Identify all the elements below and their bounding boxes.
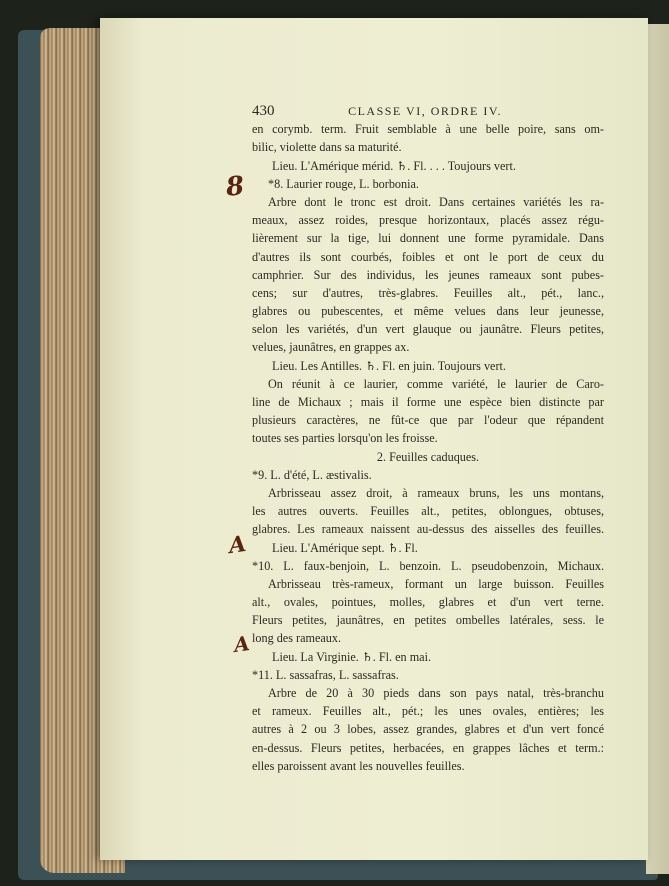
- text-line: cens; sur d'autres, très-glabres. Feuilles alt., pét., lanc.,: [252, 285, 604, 300]
- text-line: toutes ses parties lorsqu'on les froisse.: [252, 431, 438, 446]
- text-line: *10. L. faux-benjoin, L. benzoin. L. pseudobenzoin, Michaux.: [252, 558, 604, 573]
- text-line: *9. L. d'été, L. æstivalis.: [252, 467, 372, 482]
- text-line: les autres ouverts. Feuilles alt., petites, oblongues, obtuses,: [252, 504, 604, 519]
- text-line: line de Michaux ; mais il forme une espèce bien distincte par: [252, 395, 604, 409]
- text-line: velues, jaunâtres, en grappes ax.: [252, 340, 410, 355]
- text-line: camphrier. Sur des individus, les jeunes rameaux sont pubes-: [252, 267, 604, 282]
- text-line: en corymb. term. Fruit semblable à une belle poire, sans om-: [252, 122, 604, 137]
- text-line: et rameux. Feuilles alt., pét.; les unes ovales, entières; les: [252, 704, 604, 719]
- text-line: d'autres ils sont courbés, foibles et ont le port de ceux du: [252, 249, 604, 264]
- text-line: Lieu. Les Antilles. ♄. Fl. en juin. Toujours vert.: [272, 358, 506, 373]
- text-line: elles paroissent avant les nouvelles feuilles.: [252, 758, 465, 773]
- text-line: Arbre dont le tronc est droit. Dans certaines variétés les ra-: [268, 194, 604, 209]
- page-number: 430: [252, 103, 275, 119]
- margin-note-a1: A: [227, 530, 248, 560]
- text-line: Lieu. La Virginie. ♄. Fl. en mai.: [272, 649, 432, 664]
- text-line: Arbrisseau assez droit, à rameaux bruns, les uns montans,: [268, 485, 604, 500]
- text-line: meaux, assez roides, presque horizontaux, placés assez régu-: [252, 213, 604, 228]
- text-line: 2. Feuilles caduques.: [376, 449, 480, 464]
- text-line: Arbrisseau très-rameux, formant un large buisson. Feuilles: [268, 576, 604, 591]
- text-line: Lieu. L'Amérique mérid. ♄. Fl. . . . Toujours vert.: [272, 158, 516, 173]
- text-line: *11. L. sassafras, L. sassafras.: [252, 667, 399, 682]
- text-line: en-dessus. Fleurs petites, herbacées, en grappes lâches et term.:: [252, 740, 604, 755]
- margin-note-8: 8: [224, 171, 246, 203]
- text-line: long des rameaux.: [252, 631, 342, 646]
- text-line: glabres ou pubescentes, et même velues dans leur jeunesse,: [252, 304, 604, 319]
- text-line: On réunit à ce laurier, comme variété, le laurier de Caro-: [268, 376, 604, 391]
- text-line: lièrement sur la tige, lui donnent une forme pyramidale. Dans: [252, 231, 604, 246]
- text-line: bilic, violette dans sa maturité.: [252, 140, 402, 155]
- text-line: glabres. Les rameaux naissent au-dessus des aisselles des feuilles.: [252, 522, 604, 537]
- text-line: Arbre de 20 à 30 pieds dans son pays natal, très-branchu: [268, 686, 604, 700]
- text-line: Fleurs petites, jaunâtres, en petites ombelles latérales, sess. le: [252, 613, 604, 628]
- text-line: autres à 2 ou 3 lobes, assez grandes, glabres et d'un vert foncé: [252, 722, 604, 737]
- text-line: plusieurs caractères, ne fût-ce que par l'odeur que répandent: [252, 413, 604, 428]
- running-head: CLASSE VI, ORDRE IV.: [348, 104, 502, 118]
- next-page-edge: [646, 24, 669, 874]
- text-line: selon les variétés, d'un vert glauque ou jaunâtre. Fleurs petites,: [252, 322, 604, 337]
- text-line: *8. Laurier rouge, L. borbonia.: [268, 176, 419, 191]
- text-line: Lieu. L'Amérique sept. ♄. Fl.: [272, 540, 418, 555]
- running-header: [252, 102, 502, 120]
- body-lines: [252, 120, 604, 775]
- text-line: alt., ovales, pointues, molles, glabres et d'un vert terne.: [252, 595, 604, 610]
- page-text: [252, 102, 604, 775]
- margin-note-a2: A: [232, 631, 252, 657]
